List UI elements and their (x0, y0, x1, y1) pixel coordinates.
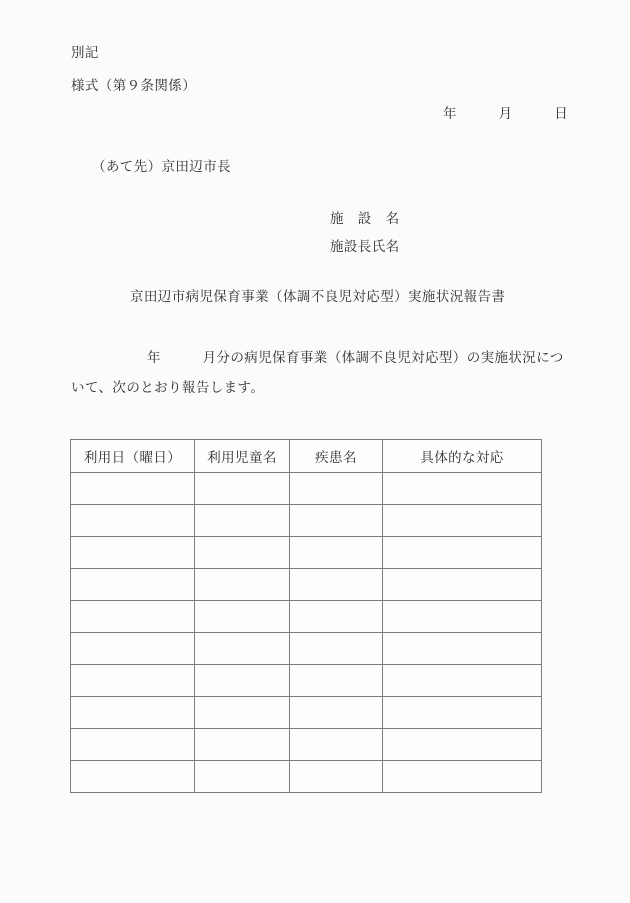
table-row (71, 729, 542, 761)
table-cell[interactable] (71, 537, 195, 569)
table-cell[interactable] (290, 601, 383, 633)
table-cell[interactable] (290, 569, 383, 601)
table-cell[interactable] (195, 601, 290, 633)
table-cell[interactable] (290, 473, 383, 505)
table-cell[interactable] (383, 473, 542, 505)
body-paragraph-line-2: いて、次のとおり報告します。 (71, 380, 265, 395)
table-cell[interactable] (383, 665, 542, 697)
body-paragraph-line-1: 年 月分の病児保育事業（体調不良児対応型）の実施状況につ (147, 350, 564, 365)
table-cell[interactable] (383, 569, 542, 601)
table-cell[interactable] (195, 729, 290, 761)
table-row (71, 505, 542, 537)
table-cell[interactable] (383, 729, 542, 761)
table-cell[interactable] (383, 697, 542, 729)
table-cell[interactable] (71, 633, 195, 665)
table-cell[interactable] (290, 665, 383, 697)
table-cell[interactable] (383, 537, 542, 569)
form-number-label: 様式（第９条関係） (71, 78, 197, 93)
table-cell[interactable] (383, 633, 542, 665)
table-cell[interactable] (195, 665, 290, 697)
table-row (71, 633, 542, 665)
column-header-response: 具体的な対応 (383, 440, 542, 473)
column-header-disease: 疾患名 (290, 440, 383, 473)
table-cell[interactable] (71, 601, 195, 633)
table-row (71, 569, 542, 601)
table-row (71, 537, 542, 569)
appendix-label: 別記 (71, 45, 99, 60)
table-row (71, 761, 542, 793)
table-cell[interactable] (195, 697, 290, 729)
table-cell[interactable] (290, 537, 383, 569)
table-cell[interactable] (195, 505, 290, 537)
facility-head-name-label: 施設長氏名 (330, 239, 400, 254)
table-cell[interactable] (290, 505, 383, 537)
table-cell[interactable] (71, 505, 195, 537)
table-row (71, 697, 542, 729)
table-cell[interactable] (290, 697, 383, 729)
document-title: 京田辺市病児保育事業（体調不良児対応型）実施状況報告書 (130, 289, 506, 304)
table-cell[interactable] (71, 665, 195, 697)
table-cell[interactable] (195, 473, 290, 505)
table-cell[interactable] (71, 697, 195, 729)
table-cell[interactable] (195, 633, 290, 665)
column-header-child-name: 利用児童名 (195, 440, 290, 473)
addressee-line: （あて先）京田辺市長 (92, 159, 231, 174)
table-cell[interactable] (383, 761, 542, 793)
table-cell[interactable] (71, 569, 195, 601)
table-cell[interactable] (290, 729, 383, 761)
table-cell[interactable] (71, 761, 195, 793)
table-cell[interactable] (290, 761, 383, 793)
table-header-row (71, 440, 542, 473)
table-row (71, 665, 542, 697)
table-cell[interactable] (195, 537, 290, 569)
date-line: 年 月 日 (443, 106, 569, 121)
table-body (71, 473, 542, 793)
usage-report-table (70, 439, 542, 793)
table-cell[interactable] (290, 633, 383, 665)
table-cell[interactable] (195, 569, 290, 601)
table-cell[interactable] (383, 601, 542, 633)
table-cell[interactable] (195, 761, 290, 793)
table-cell[interactable] (71, 473, 195, 505)
column-header-usage-date: 利用日（曜日） (71, 440, 195, 473)
table-row (71, 601, 542, 633)
facility-name-label: 施 設 名 (330, 211, 400, 226)
table-cell[interactable] (71, 729, 195, 761)
table-cell[interactable] (383, 505, 542, 537)
table-row (71, 473, 542, 505)
